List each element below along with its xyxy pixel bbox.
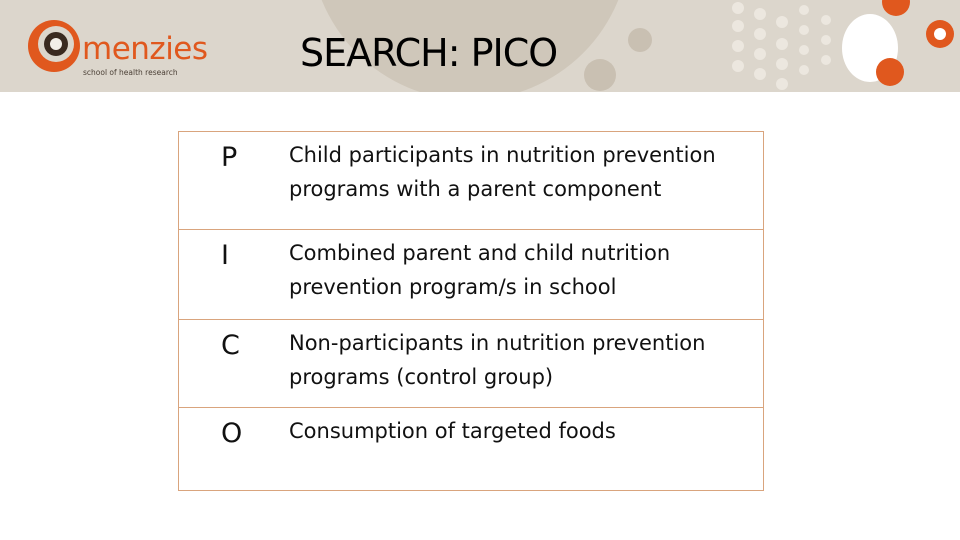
logo-emblem-icon (26, 20, 86, 80)
menzies-logo (26, 14, 208, 84)
pico-letter: P (221, 142, 238, 173)
logo-subtitle: school of health research (83, 68, 178, 77)
pico-description: Combined parent and child nutrition prevention program/s in school (289, 241, 671, 299)
pico-table (178, 131, 764, 491)
pico-row-p (179, 132, 763, 230)
pico-row-i (179, 230, 763, 320)
pico-letter: I (221, 240, 229, 271)
pico-description: Child participants in nutrition prevention programs with a parent component (289, 143, 716, 201)
page-title: SEARCH: PICO (300, 31, 558, 75)
pico-row-o (179, 408, 763, 492)
pico-description: Non-participants in nutrition prevention programs (control group) (289, 331, 706, 389)
pico-letter: O (221, 418, 243, 449)
logo-name: menzies (82, 31, 208, 67)
pico-description: Consumption of targeted foods (289, 419, 616, 443)
header-banner (0, 0, 960, 92)
pico-letter: C (221, 330, 240, 361)
pico-row-c (179, 320, 763, 408)
